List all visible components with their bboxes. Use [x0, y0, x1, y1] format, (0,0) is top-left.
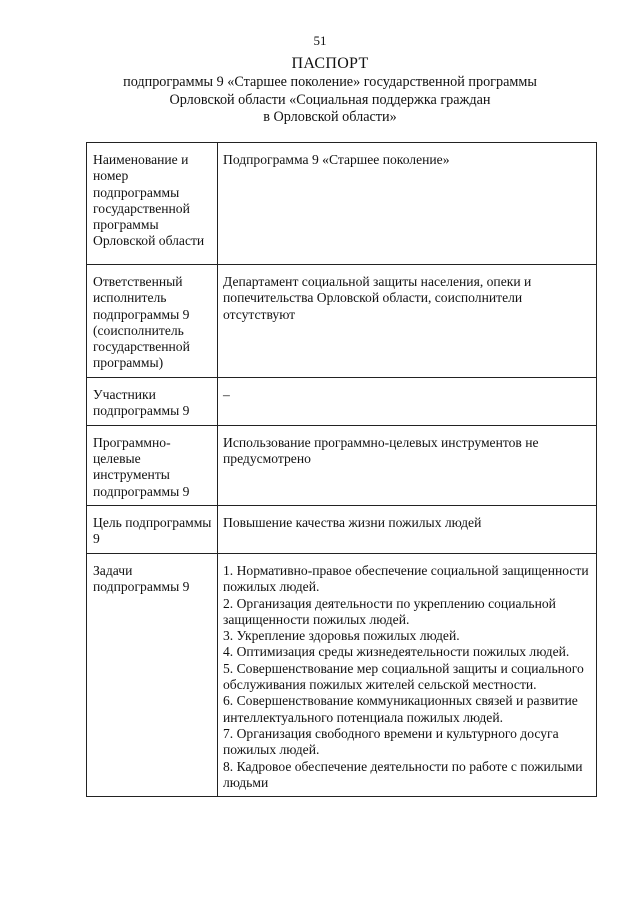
row-label-goal: Цель подпрограммы 9: [87, 505, 218, 553]
row-label-responsible: Ответственный исполнитель подпрограммы 9 (соисполнитель государственной программы): [87, 265, 218, 378]
table-row-goal: [87, 505, 597, 553]
table-row-participants: [87, 377, 597, 425]
document-title: ПАСПОРТ: [291, 55, 369, 72]
row-value-goal: Повышение качества жизни пожилых людей: [218, 505, 597, 553]
table-row-tasks: [87, 553, 597, 796]
task-item: 8. Кадровое обеспечение деятельности по работе с пожилыми людьми: [223, 758, 583, 790]
page-number: 51: [313, 33, 327, 48]
row-value-instruments: Использование программно-целевых инструментов не предусмотрено: [218, 425, 597, 505]
task-item: 7. Организация свободного времени и культурного досуга пожилых людей.: [223, 725, 559, 758]
task-item: 1. Нормативно-правое обеспечение социальной защищенности пожилых людей.: [223, 562, 589, 595]
row-value-tasks: [218, 553, 597, 796]
table-row-responsible: [87, 265, 597, 378]
row-label-name: Наименование и номер подпрограммы государственной программы Орловской области: [87, 143, 218, 265]
task-item: 2. Организация деятельности по укреплению социальной защищенности пожилых людей.: [223, 595, 556, 627]
document-subtitle-line-2: Орловской области «Социальная поддержка граждан: [169, 91, 491, 108]
row-value-responsible: Департамент социальной защиты населения, опеки и попечительства Орловской области, соисполнители отсутствуют: [218, 265, 597, 378]
row-label-tasks: Задачи подпрограммы 9: [87, 553, 218, 796]
row-label-participants: Участники подпрограммы 9: [87, 377, 218, 425]
table-row-name: [87, 143, 597, 265]
task-item: 4. Оптимизация среды жизнедеятельности пожилых людей.: [223, 644, 570, 660]
task-item: 5. Совершенствование мер социальной защиты и социального обслуживания пожилых жителей сельской местности.: [223, 660, 584, 693]
passport-table: [86, 142, 597, 797]
document-subtitle-line-1: подпрограммы 9 «Старшее поколение» государственной программы: [123, 74, 537, 90]
row-value-name: Подпрограмма 9 «Старшее поколение»: [218, 143, 597, 265]
document-subtitle-line-3: в Орловской области»: [263, 109, 397, 125]
row-label-instruments: Программно-целевые инструменты подпрограммы 9: [87, 425, 218, 505]
task-item: 6. Совершенствование коммуникационных связей и развитие интеллектуального потенциала пожилых людей.: [223, 693, 578, 725]
task-item: 3. Укрепление здоровья пожилых людей.: [223, 628, 460, 644]
row-value-participants: –: [218, 377, 597, 425]
title-block: [60, 54, 600, 127]
table-row-instruments: [87, 425, 597, 505]
